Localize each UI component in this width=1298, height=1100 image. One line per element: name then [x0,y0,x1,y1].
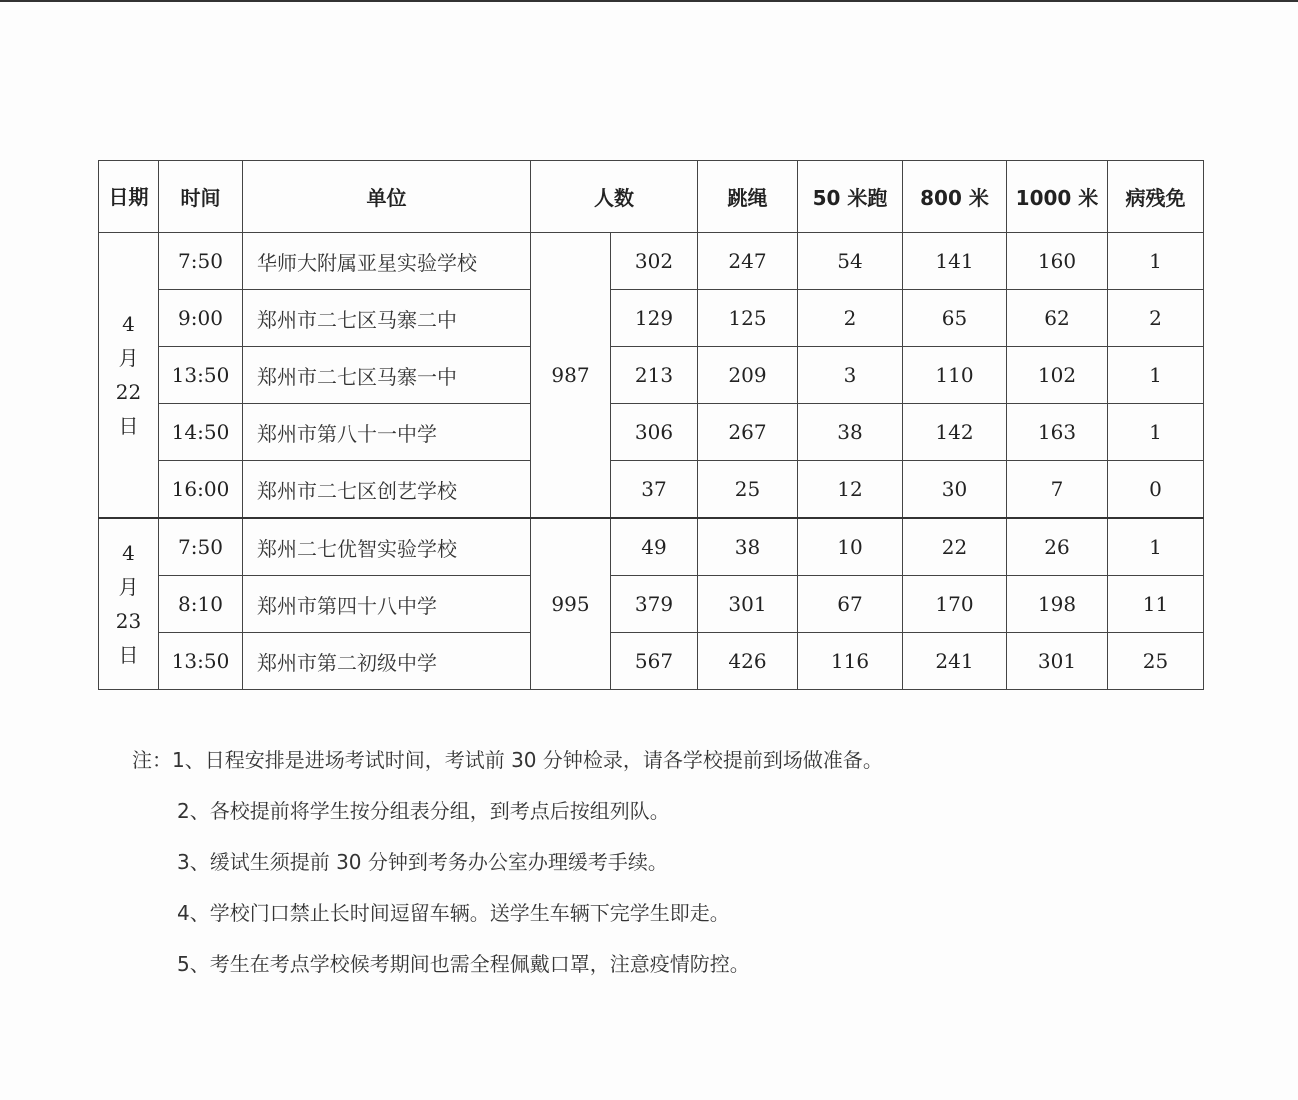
date-cell: 4 月 23 日 [99,518,159,690]
run1000-cell: 163 [1007,404,1108,461]
group-total-cell: 987 [531,233,611,519]
notes [132,743,883,998]
header-time: 时间 [159,161,243,233]
unit-cell: 华师大附属亚星实验学校 [243,233,531,290]
top-border [0,0,1298,2]
table-row [99,290,1204,347]
run1000-cell: 26 [1007,518,1108,576]
count-cell: 306 [611,404,698,461]
header-run50: 50 米跑 [798,161,903,233]
run1000-cell: 102 [1007,347,1108,404]
table-row [99,461,1204,519]
time-cell: 8:10 [159,576,243,633]
exempt-cell: 1 [1108,347,1204,404]
time-cell: 9:00 [159,290,243,347]
exempt-cell: 1 [1108,404,1204,461]
unit-cell: 郑州市第二初级中学 [243,633,531,690]
run1000-cell: 62 [1007,290,1108,347]
exempt-cell: 11 [1108,576,1204,633]
table-row [99,633,1204,690]
count-cell: 49 [611,518,698,576]
note-4: 4、学校门口禁止长时间逗留车辆。送学生车辆下完学生即走。 [177,901,730,925]
header-count: 人数 [531,161,698,233]
date-cell: 4 月 22 日 [99,233,159,519]
run1000-cell: 7 [1007,461,1108,519]
count-cell: 213 [611,347,698,404]
rope-cell: 301 [698,576,798,633]
header-run800: 800 米 [903,161,1007,233]
run800-cell: 142 [903,404,1007,461]
rope-cell: 209 [698,347,798,404]
time-cell: 16:00 [159,461,243,519]
rope-cell: 426 [698,633,798,690]
unit-cell: 郑州市二七区马寨一中 [243,347,531,404]
run800-cell: 30 [903,461,1007,519]
count-cell: 379 [611,576,698,633]
run50-cell: 116 [798,633,903,690]
table-row [99,233,1204,290]
run800-cell: 22 [903,518,1007,576]
run50-cell: 12 [798,461,903,519]
header-run1000: 1000 米 [1007,161,1108,233]
exempt-cell: 1 [1108,233,1204,290]
time-cell: 13:50 [159,633,243,690]
run50-cell: 67 [798,576,903,633]
run800-cell: 141 [903,233,1007,290]
run800-cell: 65 [903,290,1007,347]
header-unit: 单位 [243,161,531,233]
run50-cell: 10 [798,518,903,576]
rope-cell: 125 [698,290,798,347]
rope-cell: 247 [698,233,798,290]
unit-cell: 郑州二七优智实验学校 [243,518,531,576]
exam-schedule-table [98,160,1204,690]
run50-cell: 54 [798,233,903,290]
run1000-cell: 301 [1007,633,1108,690]
run50-cell: 38 [798,404,903,461]
group-total-cell: 995 [531,518,611,690]
unit-cell: 郑州市第四十八中学 [243,576,531,633]
table-row [99,576,1204,633]
note-3: 3、缓试生须提前 30 分钟到考务办公室办理缓考手续。 [177,850,668,874]
time-cell: 14:50 [159,404,243,461]
run800-cell: 110 [903,347,1007,404]
table-row [99,518,1204,576]
count-cell: 567 [611,633,698,690]
count-cell: 129 [611,290,698,347]
time-cell: 13:50 [159,347,243,404]
header-date: 日期 [99,161,159,233]
run1000-cell: 198 [1007,576,1108,633]
note-5: 5、考生在考点学校候考期间也需全程佩戴口罩，注意疫情防控。 [177,952,750,976]
unit-cell: 郑州市第八十一中学 [243,404,531,461]
header-exempt: 病残免 [1108,161,1204,233]
count-cell: 302 [611,233,698,290]
header-rope: 跳绳 [698,161,798,233]
unit-cell: 郑州市二七区马寨二中 [243,290,531,347]
run1000-cell: 160 [1007,233,1108,290]
note-2: 2、各校提前将学生按分组表分组，到考点后按组列队。 [177,799,670,823]
run800-cell: 170 [903,576,1007,633]
header-row [99,161,1204,233]
table-row [99,404,1204,461]
note-1: 注：1、日程安排是进场考试时间，考试前 30 分钟检录，请各学校提前到场做准备。 [132,748,883,772]
table-row [99,347,1204,404]
rope-cell: 25 [698,461,798,519]
run50-cell: 3 [798,347,903,404]
time-cell: 7:50 [159,518,243,576]
exempt-cell: 25 [1108,633,1204,690]
unit-cell: 郑州市二七区创艺学校 [243,461,531,519]
rope-cell: 267 [698,404,798,461]
time-cell: 7:50 [159,233,243,290]
count-cell: 37 [611,461,698,519]
run800-cell: 241 [903,633,1007,690]
exempt-cell: 2 [1108,290,1204,347]
run50-cell: 2 [798,290,903,347]
exempt-cell: 0 [1108,461,1204,519]
exempt-cell: 1 [1108,518,1204,576]
rope-cell: 38 [698,518,798,576]
